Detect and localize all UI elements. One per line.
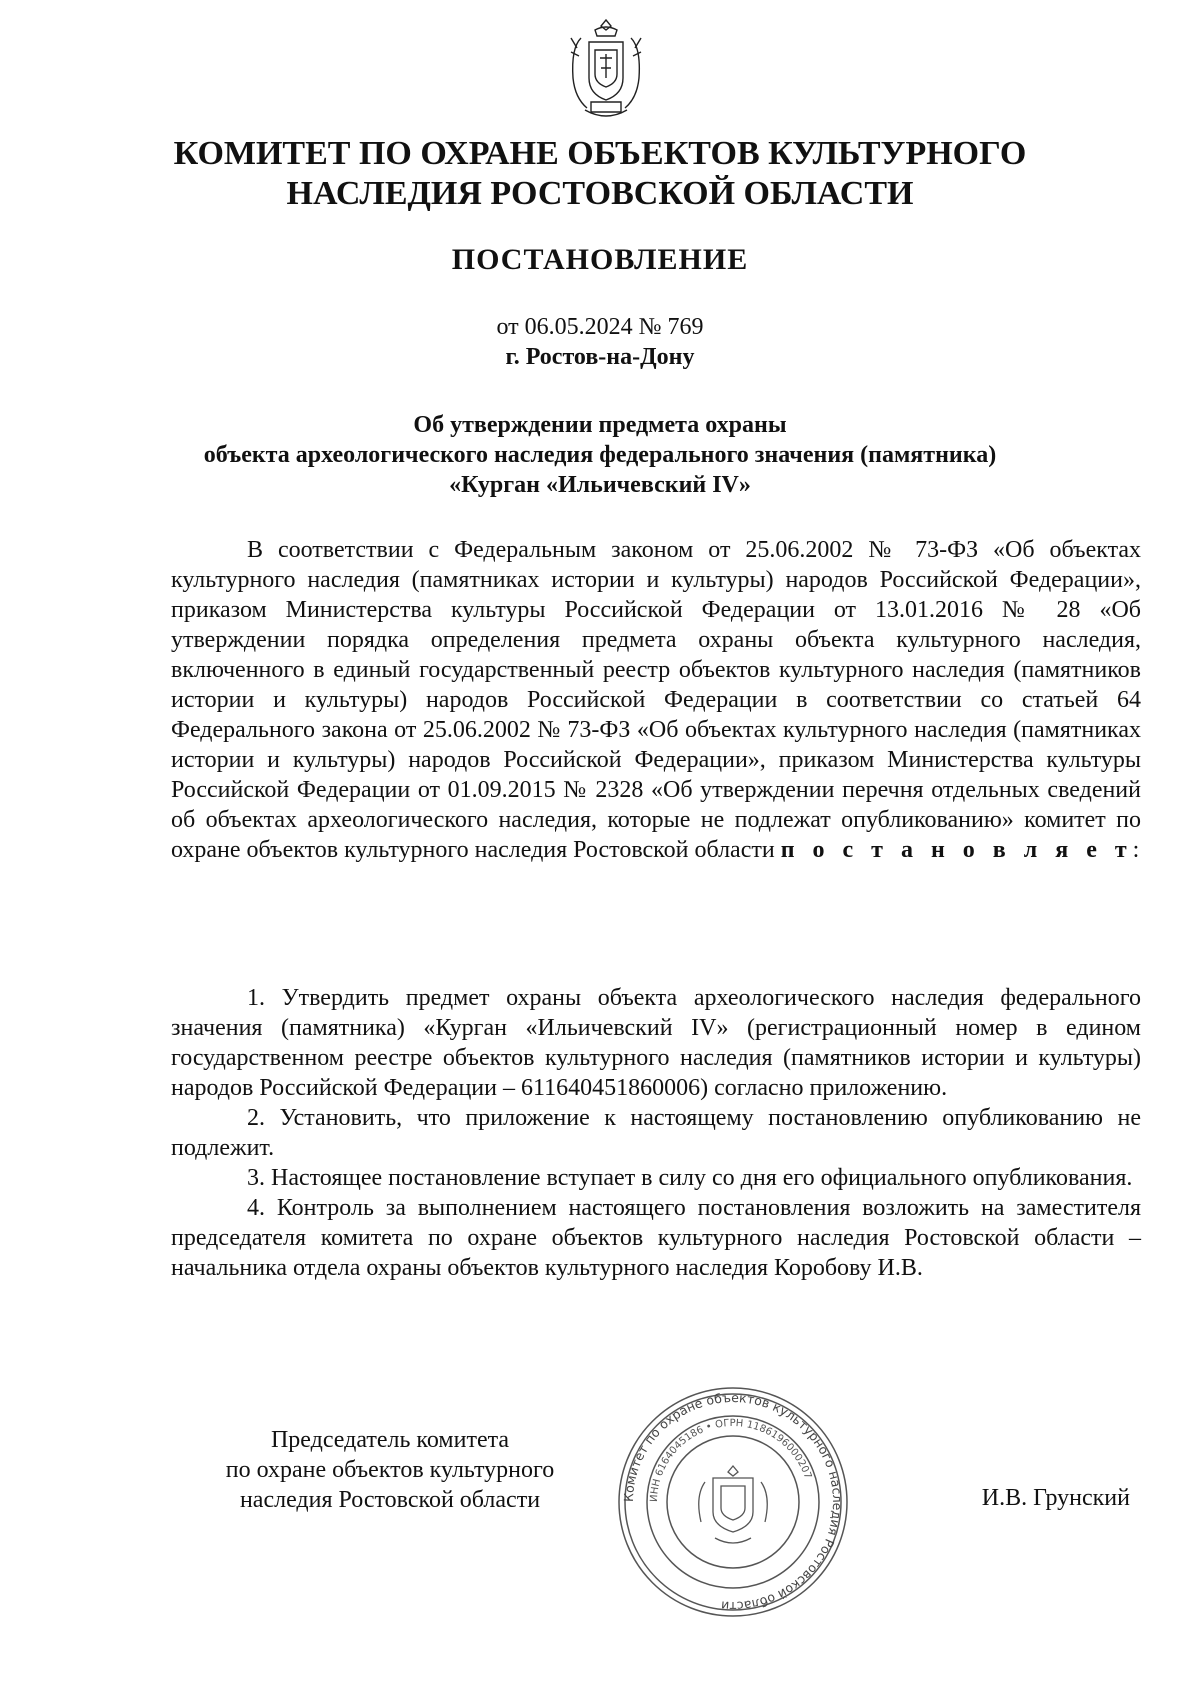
resolution-item-2: 2. Установить, что приложение к настоящему постановлению опубликованию не подлежит. bbox=[171, 1105, 1141, 1161]
seal-inner-text: ИНН 6164045186 • ОГРН 1186196000207 bbox=[648, 1417, 814, 1503]
organization-name-line-2: НАСЛЕДИЯ РОСТОВСКОЙ ОБЛАСТИ bbox=[286, 175, 914, 212]
signatory-title-line-1: Председатель комитета bbox=[270, 1427, 510, 1453]
subject-line-1: Об утверждении предмета охраны bbox=[413, 412, 787, 438]
organization-name-line-1: КОМИТЕТ ПО ОХРАНЕ ОБЪЕКТОВ КУЛЬТУРНОГО bbox=[173, 135, 1027, 172]
subject-line-3: «Курган «Ильичевский IV» bbox=[449, 472, 751, 498]
seal-emblem-icon bbox=[699, 1466, 768, 1543]
subject-line-2: объекта археологического наследия федерального значения (памятника) bbox=[203, 442, 997, 468]
resolves-word: п о с т а н о в л я е т bbox=[780, 837, 1133, 863]
preamble-section bbox=[171, 535, 1141, 865]
resolution-items bbox=[171, 983, 1141, 1283]
document-subject bbox=[0, 410, 1200, 500]
signatory-title-line-3: наследия Ростовской области bbox=[239, 1487, 541, 1513]
signatory-name: И.В. Грунский bbox=[981, 1485, 1130, 1511]
official-seal-stamp bbox=[613, 1382, 853, 1622]
preamble-colon: : bbox=[1132, 837, 1140, 863]
resolution-item-3: 3. Настоящее постановление вступает в силу со дня его официального опубликования. bbox=[247, 1165, 1133, 1191]
seal-outer-text: Комитет по охране объектов культурного наследия Ростовской области bbox=[620, 1389, 846, 1615]
signatory-title-line-2: по охране объектов культурного bbox=[225, 1457, 555, 1483]
coat-of-arms-emblem bbox=[567, 18, 645, 122]
svg-text:ИНН 6164045186 • ОГРН 11861960 bbox=[649, 1418, 813, 1502]
document-date-number-block bbox=[0, 312, 1200, 372]
document-type: ПОСТАНОВЛЕНИЕ bbox=[451, 243, 749, 276]
organization-name bbox=[0, 134, 1200, 214]
document-date-number: от 06.05.2024 № 769 bbox=[496, 314, 704, 340]
resolution-item-4: 4. Контроль за выполнением настоящего постановления возложить на заместителя председателя комитета по охране объектов культурного наследия Ростовской области – начальника отдела охраны объектов культурного наследия Коробову И.В. bbox=[171, 1195, 1141, 1281]
document-city: г. Ростов-на-Дону bbox=[505, 344, 695, 370]
signatory-title bbox=[180, 1425, 600, 1515]
resolution-item-1: 1. Утвердить предмет охраны объекта археологического наследия федерального значения (памятника) «Курган «Ильичевский IV» (регистрационный номер в едином государственном реестре объектов культурного наследия (памятников истории и культуры) народов Российской Федерации – 611640451860006) согласно приложению. bbox=[171, 985, 1141, 1101]
preamble-paragraph bbox=[171, 535, 1141, 865]
preamble-text: В соответствии с Федеральным законом от 25.06.2002 № 73-ФЗ «Об объектах культурного наследия (памятниках истории и культуры) народов Российской Федерации», приказом Министерства культуры Российской Федерации от 13.01.2016 № 28 «Об утверждении порядка определения предмета охраны объекта культурного наследия, включенного в единый государственный реестр объектов культурного наследия (памятников истории и культуры) народов Российской Федерации в соответствии со статьей 64 Федерального закона от 25.06.2002 № 73-ФЗ «Об объектах культурного наследия (памятниках истории и культуры) народов Российской Федерации», приказом Министерства культуры Российской Федерации от 01.09.2015 № 2328 «Об утверждении перечня отдельных сведений об объектах археологического наследия, которые не подлежат опубликованию» комитет по охране объектов культурного наследия Ростовской области bbox=[171, 537, 1141, 863]
